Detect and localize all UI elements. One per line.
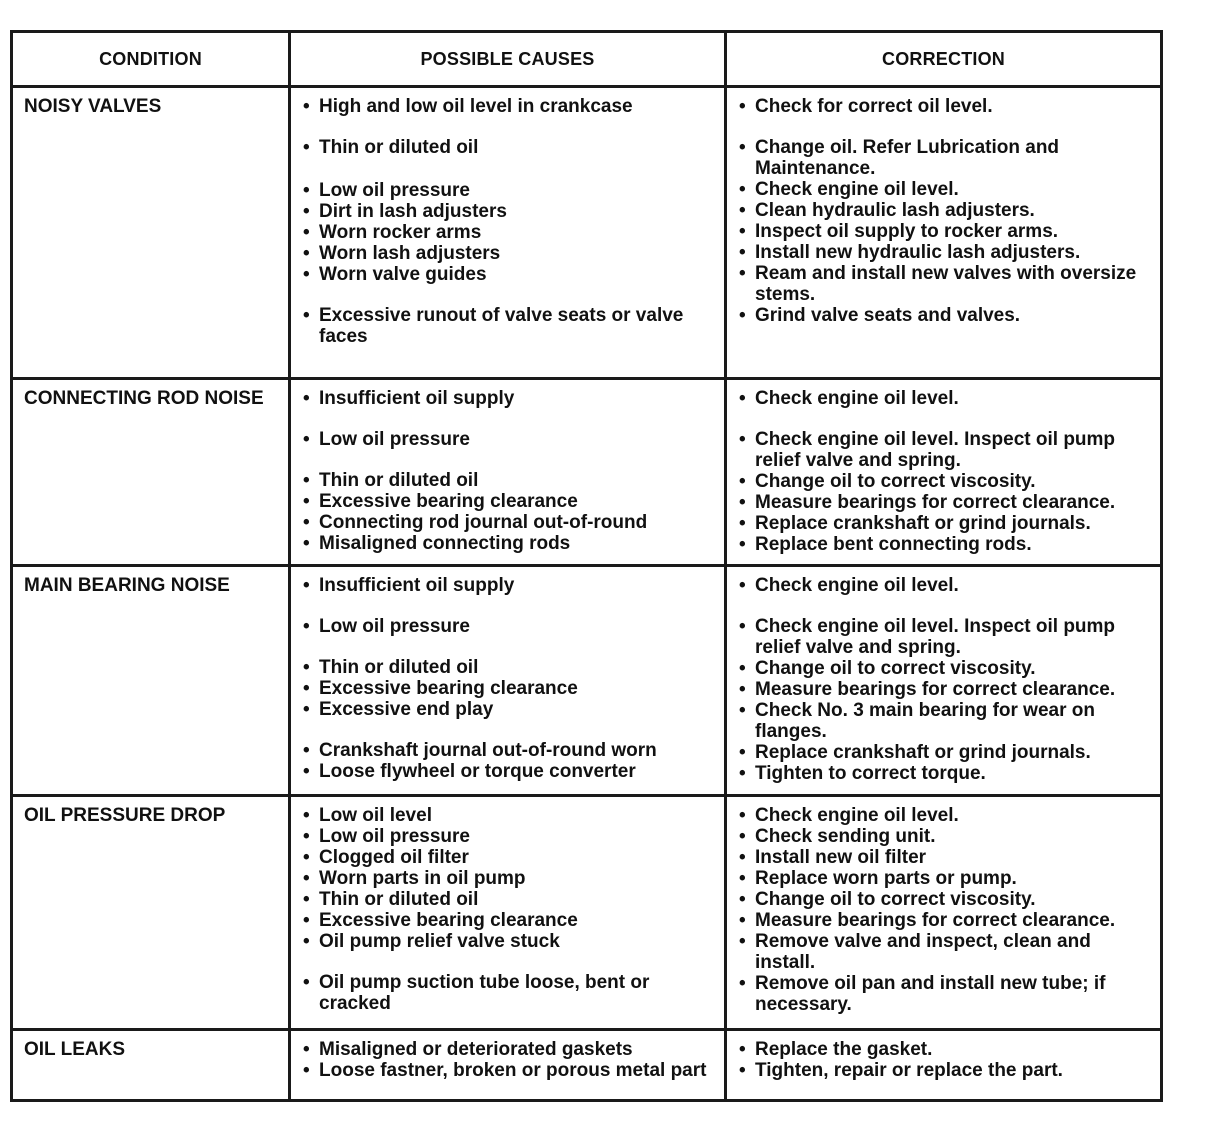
correction-item: • Check engine oil level. Inspect oil pump relief valve and spring.: [737, 429, 1154, 471]
cause-item: • Loose fastner, broken or porous metal part: [301, 1060, 718, 1081]
cause-item: • Excessive bearing clearance: [301, 910, 718, 931]
correction-item: • Measure bearings for correct clearance.: [737, 492, 1154, 513]
cause-item: • Insufficient oil supply: [301, 575, 718, 596]
cause-item: • Clogged oil filter: [301, 847, 718, 868]
cause-item: • Excessive runout of valve seats or valve faces: [301, 305, 718, 347]
cause-item: • Worn lash adjusters: [301, 243, 718, 264]
correction-item: • Install new oil filter: [737, 847, 1154, 868]
cause-item: • Thin or diluted oil: [301, 137, 718, 158]
cause-item: • Loose flywheel or torque converter: [301, 761, 718, 782]
causes-cell: [290, 1030, 726, 1101]
correction-item: • Check sending unit.: [737, 826, 1154, 847]
causes-cell: [290, 87, 726, 379]
correction-item: • Change oil. Refer Lubrication and Maintenance.: [737, 137, 1154, 179]
causes-cell: [290, 379, 726, 566]
correction-item: • Check engine oil level.: [737, 575, 1154, 596]
correction-cell: [726, 379, 1162, 566]
cause-item: • Low oil pressure: [301, 826, 718, 847]
cause-item: • Insufficient oil supply: [301, 388, 718, 409]
cause-item: • Excessive bearing clearance: [301, 491, 718, 512]
cause-item: • Connecting rod journal out-of-round: [301, 512, 718, 533]
condition-cell: OIL PRESSURE DROP: [12, 796, 290, 1030]
correction-item: • Ream and install new valves with oversize stems.: [737, 263, 1154, 305]
causes-cell: [290, 566, 726, 796]
header-condition: CONDITION: [12, 32, 290, 87]
cause-item: • Misaligned or deteriorated gaskets: [301, 1039, 718, 1060]
table-row: [12, 1030, 1162, 1101]
correction-item: • Tighten, repair or replace the part.: [737, 1060, 1154, 1081]
correction-cell: [726, 796, 1162, 1030]
correction-item: • Replace the gasket.: [737, 1039, 1154, 1060]
correction-item: • Remove valve and inspect, clean and install.: [737, 931, 1154, 973]
cause-item: • Worn parts in oil pump: [301, 868, 718, 889]
correction-cell: [726, 1030, 1162, 1101]
cause-item: • Oil pump relief valve stuck: [301, 931, 718, 952]
correction-item: • Install new hydraulic lash adjusters.: [737, 242, 1154, 263]
cause-item: • Misaligned connecting rods: [301, 533, 718, 554]
correction-item: • Check engine oil level.: [737, 805, 1154, 826]
correction-item: • Replace worn parts or pump.: [737, 868, 1154, 889]
cause-item: • High and low oil level in crankcase: [301, 96, 718, 117]
cause-item: • Low oil pressure: [301, 616, 718, 637]
correction-item: • Measure bearings for correct clearance.: [737, 679, 1154, 700]
correction-item: • Check No. 3 main bearing for wear on flanges.: [737, 700, 1154, 742]
causes-cell: [290, 796, 726, 1030]
table-row: [12, 87, 1162, 379]
cause-item: • Worn rocker arms: [301, 222, 718, 243]
correction-cell: [726, 87, 1162, 379]
table-row: [12, 566, 1162, 796]
cause-item: • Dirt in lash adjusters: [301, 201, 718, 222]
table-row: [12, 379, 1162, 566]
correction-item: • Change oil to correct viscosity.: [737, 471, 1154, 492]
diagnosis-table: [10, 30, 1163, 1102]
condition-cell: CONNECTING ROD NOISE: [12, 379, 290, 566]
cause-item: • Low oil pressure: [301, 429, 718, 450]
correction-item: • Replace crankshaft or grind journals.: [737, 513, 1154, 534]
cause-item: • Oil pump suction tube loose, bent or cracked: [301, 972, 718, 1014]
correction-item: • Check for correct oil level.: [737, 96, 1154, 117]
cause-item: • Excessive bearing clearance: [301, 678, 718, 699]
cause-item: • Thin or diluted oil: [301, 657, 718, 678]
correction-item: • Grind valve seats and valves.: [737, 305, 1154, 326]
condition-cell: MAIN BEARING NOISE: [12, 566, 290, 796]
correction-item: • Change oil to correct viscosity.: [737, 889, 1154, 910]
header-possible-causes: POSSIBLE CAUSES: [290, 32, 726, 87]
correction-item: • Measure bearings for correct clearance.: [737, 910, 1154, 931]
cause-item: • Crankshaft journal out-of-round worn: [301, 740, 718, 761]
cause-item: • Thin or diluted oil: [301, 470, 718, 491]
correction-item: • Check engine oil level.: [737, 179, 1154, 200]
cause-item: • Thin or diluted oil: [301, 889, 718, 910]
correction-item: • Tighten to correct torque.: [737, 763, 1154, 784]
correction-item: • Clean hydraulic lash adjusters.: [737, 200, 1154, 221]
cause-item: • Excessive end play: [301, 699, 718, 720]
correction-cell: [726, 566, 1162, 796]
cause-item: • Low oil level: [301, 805, 718, 826]
correction-item: • Check engine oil level.: [737, 388, 1154, 409]
header-correction: CORRECTION: [726, 32, 1162, 87]
correction-item: • Remove oil pan and install new tube; if necessary.: [737, 973, 1154, 1015]
condition-cell: OIL LEAKS: [12, 1030, 290, 1101]
correction-item: • Replace crankshaft or grind journals.: [737, 742, 1154, 763]
cause-item: • Low oil pressure: [301, 180, 718, 201]
table-row: [12, 796, 1162, 1030]
correction-item: • Inspect oil supply to rocker arms.: [737, 221, 1154, 242]
correction-item: • Check engine oil level. Inspect oil pump relief valve and spring.: [737, 616, 1154, 658]
cause-item: • Worn valve guides: [301, 264, 718, 285]
correction-item: • Change oil to correct viscosity.: [737, 658, 1154, 679]
header-row: [12, 32, 1162, 87]
condition-cell: NOISY VALVES: [12, 87, 290, 379]
correction-item: • Replace bent connecting rods.: [737, 534, 1154, 555]
